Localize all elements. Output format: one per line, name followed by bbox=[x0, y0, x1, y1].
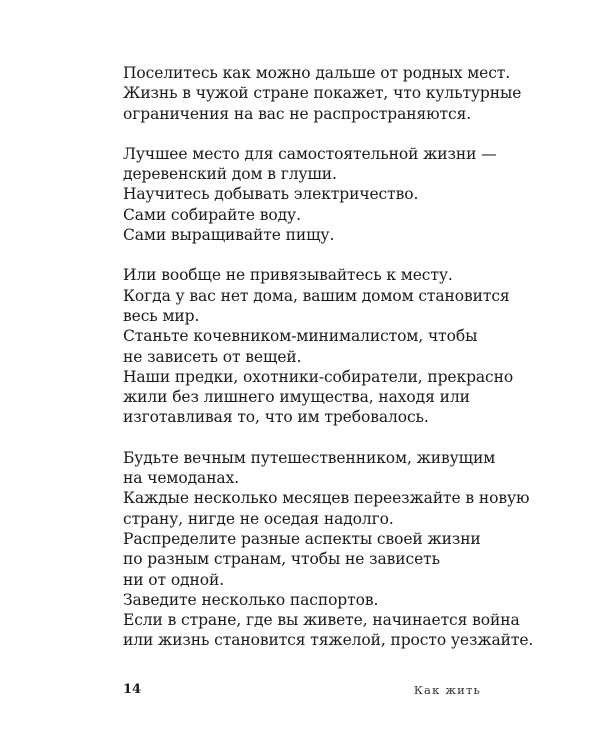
text-line: Станьте кочевником-минималистом, чтобы bbox=[123, 327, 478, 346]
text-line: деревенский дом в глуши. bbox=[123, 165, 337, 184]
paragraph bbox=[123, 448, 534, 651]
text-line: Сами собирайте воду. bbox=[123, 205, 301, 224]
page-footer bbox=[0, 680, 600, 700]
text-line: весь мир. bbox=[123, 306, 200, 325]
text-line: не зависеть от вещей. bbox=[123, 347, 302, 366]
text-line: Научитесь добывать электричество. bbox=[123, 185, 419, 204]
text-line: по разным странам, чтобы не зависеть bbox=[123, 550, 440, 569]
page-number: 14 bbox=[123, 682, 142, 697]
text-line: Если в стране, где вы живете, начинается война bbox=[123, 611, 520, 630]
text-line: страну, нигде не оседая надолго. bbox=[123, 509, 394, 528]
paragraph bbox=[123, 144, 497, 245]
paragraph bbox=[123, 63, 522, 124]
running-title: Как жить bbox=[413, 683, 481, 697]
text-line: ограничения на вас не распространяются. bbox=[123, 104, 472, 123]
text-line: Поселитесь как можно дальше от родных мест. bbox=[123, 64, 511, 82]
text-line: Когда у вас нет дома, вашим домом становится bbox=[123, 286, 510, 305]
body-text bbox=[123, 63, 534, 671]
text-line: изготавливая то, что им требовалось. bbox=[123, 408, 429, 427]
text-line: Или вообще не привязывайтесь к месту. bbox=[123, 266, 453, 285]
text-line: Сами выращивайте пищу. bbox=[123, 226, 335, 245]
text-line: Лучшее место для самостоятельной жизни — bbox=[123, 144, 497, 163]
paragraph bbox=[123, 265, 514, 427]
text-line: Жизнь в чужой стране покажет, что культурные bbox=[123, 84, 522, 103]
text-line: ни от одной. bbox=[123, 570, 225, 589]
text-line: Каждые несколько месяцев переезжайте в новую bbox=[123, 489, 530, 508]
text-line: Распределите разные аспекты своей жизни bbox=[123, 529, 481, 548]
text-line: на чемоданах. bbox=[123, 469, 240, 488]
text-line: или жизнь становится тяжелой, просто уезжайте. bbox=[123, 631, 534, 650]
text-line: жили без лишнего имущества, находя или bbox=[123, 388, 470, 407]
text-line: Будьте вечным путешественником, живущим bbox=[123, 448, 496, 467]
text-line: Заведите несколько паспортов. bbox=[123, 590, 379, 609]
text-line: Наши предки, охотники-собиратели, прекрасно bbox=[123, 367, 514, 386]
